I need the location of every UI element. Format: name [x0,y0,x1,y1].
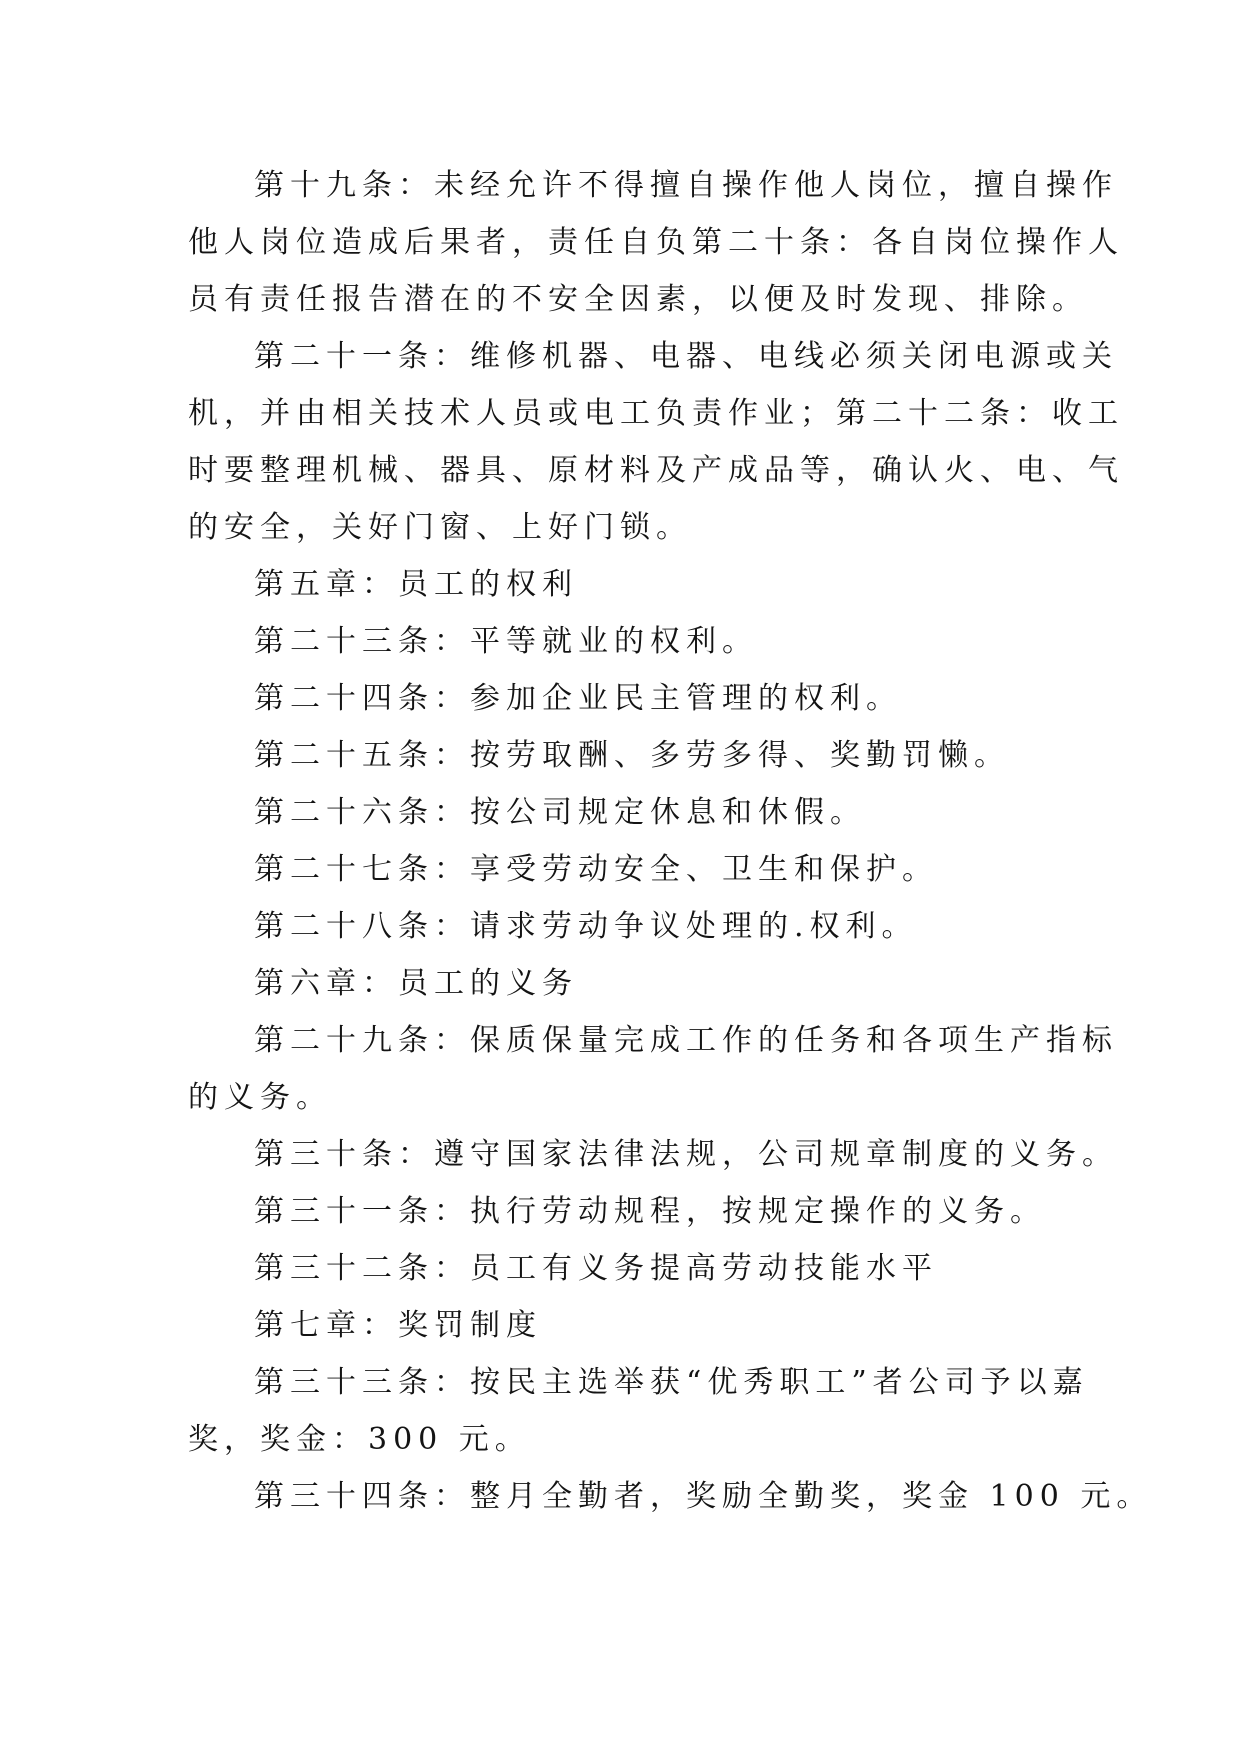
paragraph-line: 奖，奖金：300 元。 [188,1422,531,1457]
paragraph-line: 第二十一条：维修机器、电器、电线必须关闭电源或关 [254,339,1118,374]
paragraph-line: 第二十五条：按劳取酬、多劳多得、奖勤罚懒。 [254,738,1010,773]
paragraph-line: 的安全，关好门窗、上好门锁。 [188,510,692,545]
paragraph-line: 第三十一条：执行劳动规程，按规定操作的义务。 [254,1194,1046,1229]
paragraph-line: 第三十三条：按民主选举获“优秀职工”者公司予以嘉 [254,1365,1089,1400]
paragraph-line: 的义务。 [188,1080,332,1115]
chapter-heading: 第七章：奖罚制度 [254,1308,542,1343]
paragraph-line: 第二十八条：请求劳动争议处理的.权利。 [254,909,918,944]
paragraph-line: 员有责任报告潜在的不安全因素，以便及时发现、排除。 [188,282,1088,317]
paragraph-line: 第二十四条：参加企业民主管理的权利。 [254,681,902,716]
chapter-heading: 第五章：员工的权利 [254,567,578,602]
paragraph-line: 他人岗位造成后果者，责任自负第二十条：各自岗位操作人 [188,225,1124,260]
paragraph-line: 第三十条：遵守国家法律法规，公司规章制度的义务。 [254,1137,1118,1172]
paragraph-line: 第二十六条：按公司规定休息和休假。 [254,795,866,830]
paragraph-line: 第二十七条：享受劳动安全、卫生和保护。 [254,852,938,887]
paragraph-line: 时要整理机械、器具、原材料及产成品等，确认火、电、气 [188,453,1124,488]
paragraph-line: 机，并由相关技术人员或电工负责作业；第二十二条：收工 [188,396,1124,431]
paragraph-line: 第二十九条：保质保量完成工作的任务和各项生产指标 [254,1023,1118,1058]
chapter-heading: 第六章：员工的义务 [254,966,578,1001]
paragraph-line: 第三十四条：整月全勤者，奖励全勤奖，奖金 100 元。 [254,1479,1153,1514]
paragraph-line: 第三十二条：员工有义务提高劳动技能水平 [254,1251,938,1286]
paragraph-line: 第二十三条：平等就业的权利。 [254,624,758,659]
paragraph-line: 第十九条：未经允许不得擅自操作他人岗位，擅自操作 [254,168,1118,203]
